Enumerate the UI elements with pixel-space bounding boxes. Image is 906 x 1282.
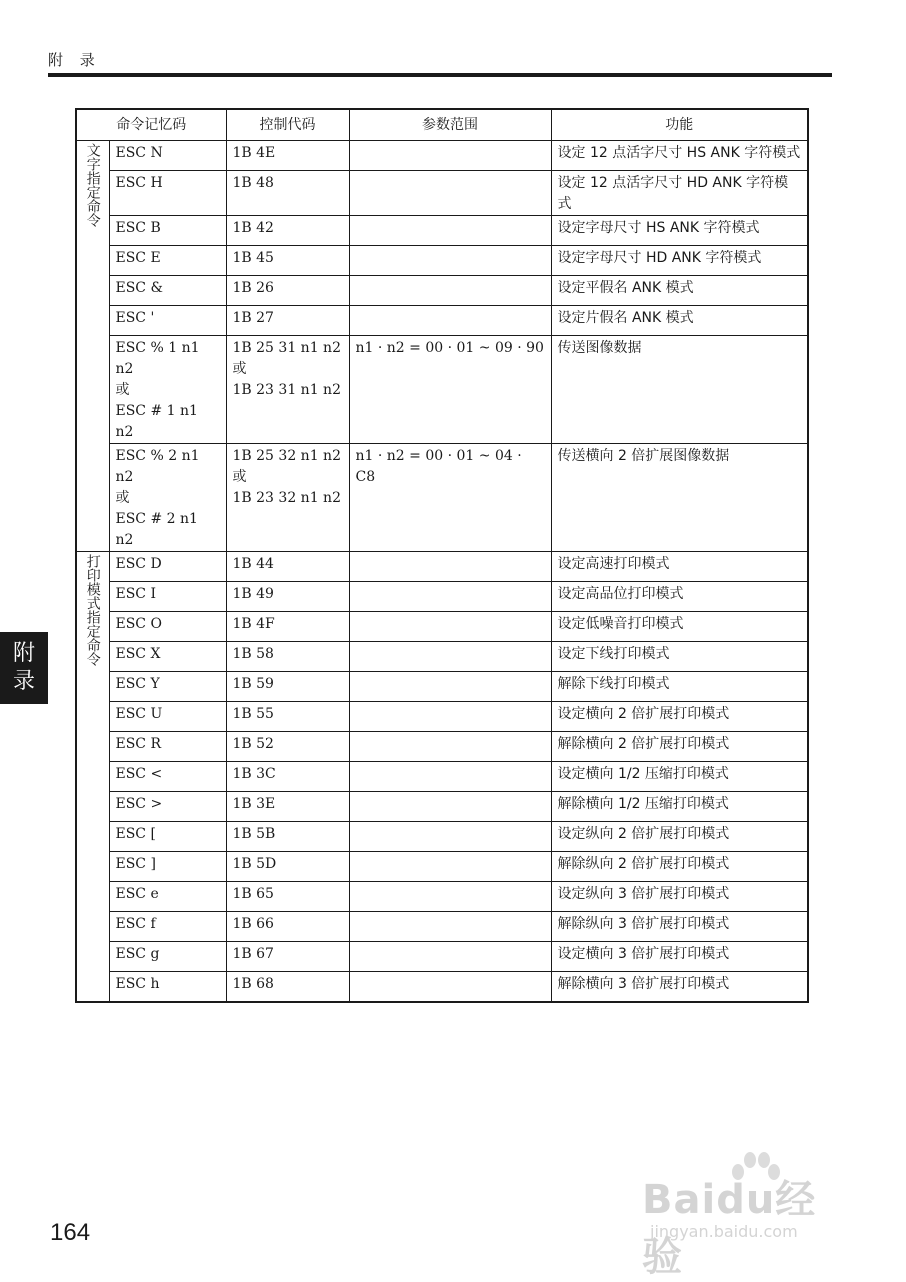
code-cell (226, 306, 349, 336)
code-cell (226, 612, 349, 642)
mnemonic-cell (109, 216, 226, 246)
table-body (76, 141, 808, 1003)
params-cell (349, 612, 551, 642)
table-row (76, 702, 808, 732)
watermark-sub-text: jingyan.baidu.com (650, 1222, 798, 1241)
mnemonic-line: ESC % 1 n1 n2 (115, 340, 200, 377)
code-cell (226, 216, 349, 246)
function-cell: 解除下线打印模式 (551, 672, 808, 702)
table-row (76, 141, 808, 171)
function-cell: 设定 12 点活字尺寸 HD ANK 字符模式 (551, 171, 808, 216)
group-label-cell (76, 552, 109, 1003)
group-label: 打印模式指定命令 (84, 554, 101, 666)
mnemonic-cell (109, 732, 226, 762)
code-cell (226, 582, 349, 612)
table-row (76, 276, 808, 306)
params-cell (349, 822, 551, 852)
code-cell (226, 672, 349, 702)
mnemonic-line: ESC ] (115, 856, 156, 872)
group-label-cell (76, 141, 109, 552)
column-header-code: 控制代码 (226, 109, 349, 141)
function-cell: 设定横向 3 倍扩展打印模式 (551, 942, 808, 972)
mnemonic-line: ESC Y (115, 676, 160, 692)
mnemonic-line: ESC N (115, 145, 163, 161)
group-label: 文字指定命令 (84, 143, 101, 227)
mnemonic-line: ESC > (115, 796, 163, 812)
side-tab-char-2: 录 (12, 669, 35, 694)
function-cell: 解除横向 1/2 压缩打印模式 (551, 792, 808, 822)
code-line: 1B 67 (232, 946, 274, 962)
code-line: 1B 65 (232, 886, 274, 902)
table-row (76, 792, 808, 822)
table-row (76, 171, 808, 216)
code-line: 或 (232, 361, 247, 377)
mnemonic-line: ESC E (115, 250, 161, 266)
function-cell: 设定下线打印模式 (551, 642, 808, 672)
table-row (76, 972, 808, 1003)
params-cell (349, 642, 551, 672)
mnemonic-line: ESC U (115, 706, 163, 722)
code-cell (226, 882, 349, 912)
params-cell (349, 276, 551, 306)
code-cell (226, 912, 349, 942)
code-cell (226, 246, 349, 276)
code-cell (226, 762, 349, 792)
function-cell: 设定字母尺寸 HS ANK 字符模式 (551, 216, 808, 246)
code-cell (226, 822, 349, 852)
mnemonic-line: ESC e (115, 886, 159, 902)
command-table (75, 108, 809, 1003)
code-cell (226, 552, 349, 582)
mnemonic-line: ESC D (115, 556, 162, 572)
mnemonic-line: ESC f (115, 916, 156, 932)
mnemonic-cell (109, 852, 226, 882)
code-cell (226, 732, 349, 762)
mnemonic-cell (109, 276, 226, 306)
code-line: 1B 25 31 n1 n2 (232, 340, 341, 356)
mnemonic-line: ESC h (115, 976, 160, 992)
mnemonic-line: ESC ' (115, 310, 155, 326)
mnemonic-cell (109, 702, 226, 732)
mnemonic-line: ESC & (115, 280, 163, 296)
mnemonic-cell (109, 612, 226, 642)
params-cell (349, 882, 551, 912)
function-cell: 设定 12 点活字尺寸 HS ANK 字符模式 (551, 141, 808, 171)
code-cell (226, 792, 349, 822)
mnemonic-cell (109, 444, 226, 552)
watermark-main-text: Baidu经验 (642, 1177, 817, 1280)
code-line: 1B 49 (232, 586, 274, 602)
mnemonic-cell (109, 306, 226, 336)
table-row (76, 642, 808, 672)
mnemonic-cell (109, 762, 226, 792)
code-cell (226, 276, 349, 306)
mnemonic-line: ESC # 1 n1 n2 (115, 403, 198, 440)
params-cell (349, 246, 551, 276)
function-cell: 设定高速打印模式 (551, 552, 808, 582)
header-rule (48, 73, 832, 77)
function-cell: 解除纵向 2 倍扩展打印模式 (551, 852, 808, 882)
baidu-watermark (640, 1150, 855, 1280)
code-line: 1B 55 (232, 706, 274, 722)
mnemonic-line: 或 (115, 490, 130, 506)
code-cell (226, 444, 349, 552)
code-line: 1B 5D (232, 856, 277, 872)
code-line: 1B 48 (232, 175, 274, 191)
function-cell: 设定字母尺寸 HD ANK 字符模式 (551, 246, 808, 276)
mnemonic-cell (109, 912, 226, 942)
table-row (76, 552, 808, 582)
mnemonic-cell (109, 822, 226, 852)
table-row (76, 822, 808, 852)
params-cell: n1 · n2 = 00 · 01 ~ 04 · C8 (349, 444, 551, 552)
code-line: 1B 42 (232, 220, 274, 236)
table-row (76, 762, 808, 792)
table-row (76, 732, 808, 762)
table-row (76, 912, 808, 942)
params-cell (349, 852, 551, 882)
params-cell (349, 702, 551, 732)
side-tab-char-1: 附 (12, 641, 35, 666)
page-number: 164 (50, 1219, 91, 1246)
table-row (76, 216, 808, 246)
code-line: 1B 25 32 n1 n2 (232, 448, 341, 464)
code-line: 1B 23 31 n1 n2 (232, 382, 341, 398)
function-cell: 解除横向 3 倍扩展打印模式 (551, 972, 808, 1003)
params-cell (349, 141, 551, 171)
mnemonic-cell (109, 171, 226, 216)
column-header-params: 参数范围 (349, 109, 551, 141)
mnemonic-line: 或 (115, 382, 130, 398)
code-cell (226, 702, 349, 732)
function-cell: 设定横向 1/2 压缩打印模式 (551, 762, 808, 792)
table-row (76, 336, 808, 444)
mnemonic-cell (109, 642, 226, 672)
mnemonic-cell (109, 552, 226, 582)
params-cell (349, 732, 551, 762)
mnemonic-line: ESC X (115, 646, 161, 662)
code-cell (226, 642, 349, 672)
mnemonic-cell (109, 882, 226, 912)
function-cell: 设定横向 2 倍扩展打印模式 (551, 702, 808, 732)
params-cell (349, 582, 551, 612)
code-line: 1B 5B (232, 826, 276, 842)
params-cell (349, 972, 551, 1003)
function-cell: 设定纵向 2 倍扩展打印模式 (551, 822, 808, 852)
mnemonic-line: ESC [ (115, 826, 156, 842)
params-cell: n1 · n2 = 00 · 01 ~ 09 · 90 (349, 336, 551, 444)
params-cell (349, 912, 551, 942)
code-cell (226, 852, 349, 882)
table-row (76, 444, 808, 552)
mnemonic-line: ESC g (115, 946, 160, 962)
code-cell (226, 972, 349, 1003)
params-cell (349, 762, 551, 792)
code-line: 1B 27 (232, 310, 274, 326)
table-row (76, 582, 808, 612)
mnemonic-line: ESC < (115, 766, 163, 782)
params-cell (349, 552, 551, 582)
mnemonic-cell (109, 336, 226, 444)
code-cell (226, 171, 349, 216)
function-cell: 设定片假名 ANK 模式 (551, 306, 808, 336)
code-cell (226, 336, 349, 444)
mnemonic-line: ESC R (115, 736, 162, 752)
function-cell: 传送图像数据 (551, 336, 808, 444)
code-line: 1B 68 (232, 976, 274, 992)
mnemonic-line: ESC % 2 n1 n2 (115, 448, 200, 485)
code-line: 1B 66 (232, 916, 274, 932)
mnemonic-cell (109, 972, 226, 1003)
code-line: 1B 52 (232, 736, 274, 752)
code-line: 1B 58 (232, 646, 274, 662)
code-line: 1B 44 (232, 556, 274, 572)
mnemonic-cell (109, 942, 226, 972)
column-header-function: 功能 (551, 109, 808, 141)
mnemonic-cell (109, 246, 226, 276)
params-cell (349, 171, 551, 216)
function-cell: 设定平假名 ANK 模式 (551, 276, 808, 306)
mnemonic-line: ESC O (115, 616, 162, 632)
code-line: 1B 59 (232, 676, 274, 692)
table-row (76, 246, 808, 276)
code-line: 1B 23 32 n1 n2 (232, 490, 341, 506)
code-line: 1B 3C (232, 766, 276, 782)
appendix-side-tab (0, 632, 48, 704)
mnemonic-line: ESC I (115, 586, 157, 602)
mnemonic-cell (109, 582, 226, 612)
code-line: 1B 45 (232, 250, 274, 266)
mnemonic-cell (109, 792, 226, 822)
function-cell: 传送横向 2 倍扩展图像数据 (551, 444, 808, 552)
table-row (76, 612, 808, 642)
function-cell: 设定低噪音打印模式 (551, 612, 808, 642)
mnemonic-cell (109, 141, 226, 171)
table-row (76, 852, 808, 882)
mnemonic-line: ESC H (115, 175, 163, 191)
code-line: 1B 4F (232, 616, 275, 632)
code-line: 1B 26 (232, 280, 274, 296)
params-cell (349, 942, 551, 972)
params-cell (349, 672, 551, 702)
function-cell: 设定纵向 3 倍扩展打印模式 (551, 882, 808, 912)
table-row (76, 672, 808, 702)
code-line: 1B 4E (232, 145, 276, 161)
function-cell: 解除纵向 3 倍扩展打印模式 (551, 912, 808, 942)
table-row (76, 306, 808, 336)
mnemonic-line: ESC # 2 n1 n2 (115, 511, 198, 548)
mnemonic-line: ESC B (115, 220, 161, 236)
table-row (76, 942, 808, 972)
section-label: 附 录 (48, 51, 101, 69)
function-cell: 解除横向 2 倍扩展打印模式 (551, 732, 808, 762)
code-line: 或 (232, 469, 247, 485)
table-header-row (76, 109, 808, 141)
params-cell (349, 792, 551, 822)
table-row (76, 882, 808, 912)
code-line: 1B 3E (232, 796, 276, 812)
code-cell (226, 942, 349, 972)
function-cell: 设定高品位打印模式 (551, 582, 808, 612)
mnemonic-cell (109, 672, 226, 702)
column-header-mnemonic: 命令记忆码 (76, 109, 226, 141)
params-cell (349, 216, 551, 246)
params-cell (349, 306, 551, 336)
code-cell (226, 141, 349, 171)
